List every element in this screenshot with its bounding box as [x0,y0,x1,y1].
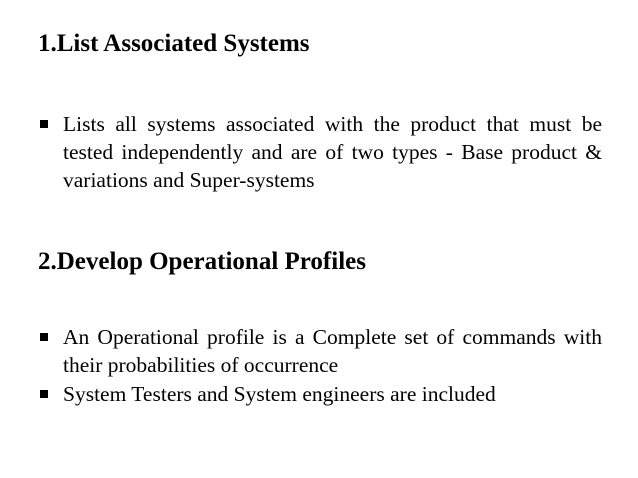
section-1-heading: 1.List Associated Systems [38,30,310,57]
square-bullet-icon [40,120,48,128]
square-bullet-icon [40,333,48,341]
section-1-bullet-list [38,110,602,194]
section-2-bullet-list [38,323,602,408]
square-bullet-icon [40,390,48,398]
bullet-item [38,323,602,379]
bullet-text: Lists all systems associated with the product that must be tested independently and are of two types - Base product & variations and Super-systems [63,112,602,192]
bullet-item [38,110,602,194]
bullet-text: An Operational profile is a Complete set of commands with their probabilities of occurrence [63,325,602,377]
section-2-heading: 2.Develop Operational Profiles [38,248,366,275]
bullet-item [38,380,602,408]
bullet-text: System Testers and System engineers are included [63,382,496,406]
